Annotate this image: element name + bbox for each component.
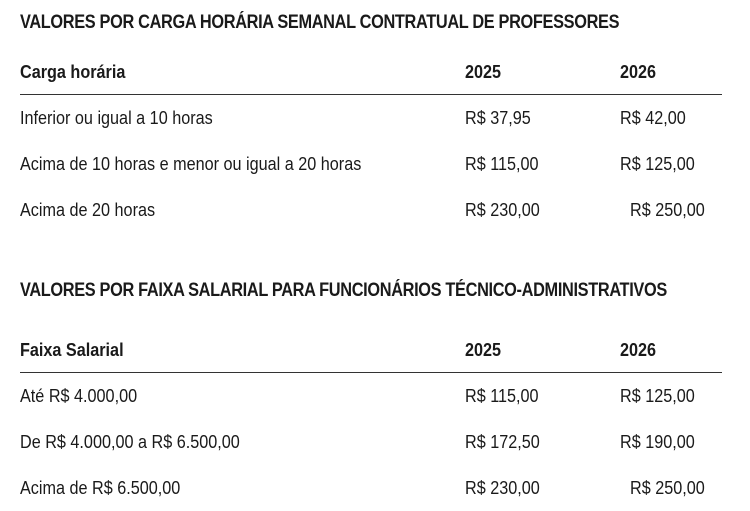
row-label: Inferior ou igual a 10 horas [20,108,213,128]
table-row [20,419,722,465]
value-2026: R$ 250,00 [630,200,705,220]
value-2025: R$ 230,00 [465,478,540,498]
column-header-2026: 2026 [620,62,657,82]
table-row [20,95,722,141]
table-row [20,465,722,511]
table-row [20,187,722,233]
column-header-2026: 2026 [620,340,657,360]
value-2026: R$ 42,00 [620,108,686,128]
value-2025: R$ 37,95 [465,108,531,128]
value-2026: R$ 125,00 [620,154,695,174]
column-header-carga: Carga horária [20,62,126,82]
table-row [20,141,722,187]
column-header-faixa: Faixa Salarial [20,340,124,360]
section-title: VALORES POR FAIXA SALARIAL PARA FUNCIONÁRIOS TÉCNICO-ADMINISTRATIVOS [20,280,667,301]
column-header-2025: 2025 [465,62,502,82]
value-2025: R$ 115,00 [465,154,539,174]
table-header-row [20,328,722,373]
professores-section [20,8,730,233]
value-2026: R$ 190,00 [620,432,695,452]
row-label: Até R$ 4.000,00 [20,386,138,406]
section-title: VALORES POR CARGA HORÁRIA SEMANAL CONTRATUAL DE PROFESSORES [20,12,620,33]
tecnico-administrativos-table [20,328,722,511]
table-row [20,373,722,419]
value-2025: R$ 230,00 [465,200,540,220]
row-label: Acima de 10 horas e menor ou igual a 20 horas [20,154,362,174]
row-label: Acima de 20 horas [20,200,156,220]
value-2025: R$ 172,50 [465,432,540,452]
row-label: Acima de R$ 6.500,00 [20,478,181,498]
value-2026: R$ 125,00 [620,386,695,406]
row-label: De R$ 4.000,00 a R$ 6.500,00 [20,432,240,452]
professores-table [20,50,722,233]
value-2025: R$ 115,00 [465,386,539,406]
column-header-2025: 2025 [465,340,502,360]
table-header-row [20,50,722,95]
value-2026: R$ 250,00 [630,478,705,498]
tecnico-administrativos-section [20,276,730,511]
